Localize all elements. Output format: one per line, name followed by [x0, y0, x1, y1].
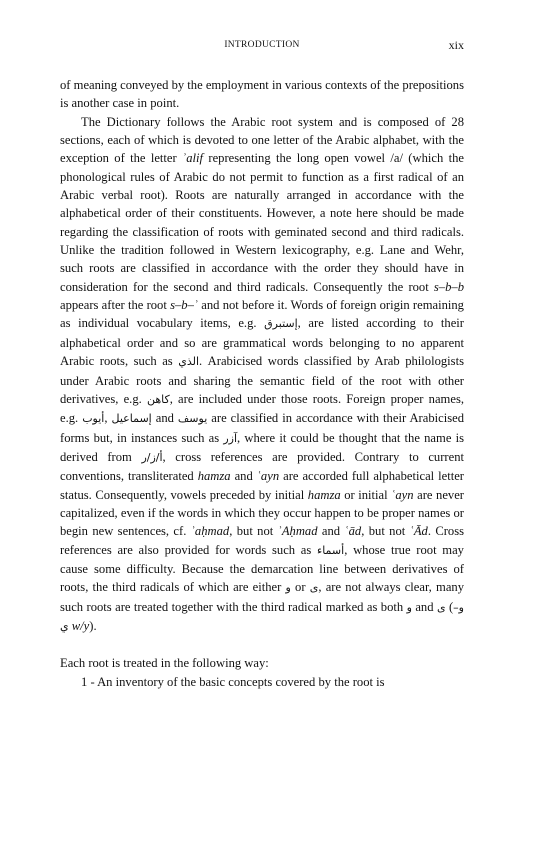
arabic-word: يوسف — [177, 412, 208, 426]
text-run: or initial — [340, 487, 392, 502]
text-run: appears after the root — [60, 298, 171, 313]
text-run: , where it could be thought that the name is derived from — [60, 430, 464, 464]
italic-term: hamza — [307, 487, 341, 502]
paragraph-continuation — [60, 76, 464, 113]
text-run: of meaning conveyed by the employment in various contexts of the prepositions is another case in point. — [60, 78, 464, 111]
italic-term: s–b–b — [433, 279, 464, 294]
text-run: . Cross references are also provided for words such as — [60, 524, 465, 557]
paragraph-dictionary-structure — [60, 113, 464, 637]
text-run: The Dictionary follows the Arabic root system and is composed of 28 sections, each of which is devoted to one letter of the Arabic alphabet, with the exception of the letter — [60, 114, 464, 166]
page-number: xix — [448, 38, 464, 52]
text-run: and — [230, 469, 257, 484]
page-body — [60, 76, 464, 691]
text-run: , are not always clear, many such roots are treated together with the third radical marked as both — [60, 580, 464, 614]
text-run: and — [317, 524, 345, 539]
arabic-word: و — [406, 600, 412, 614]
text-run: and not before it. Words of foreign origin remaining as individual vocabulary items, e.g. — [60, 298, 464, 331]
text-run: , are listed according to their alphabetical order and so are grammatical words belonging to no apparent Arabic roots, such as — [60, 316, 464, 369]
text-run: are never capitalized, even if the words in which they occur happen to be proper names or begin new sentences, cf. — [60, 487, 464, 539]
arabic-word: إستبرق — [264, 317, 298, 331]
text-run: . Arabicised words classified by Arab philologists under Arabic roots and sharing the semantic field of the root with other derivatives, e.g. — [60, 354, 464, 406]
text-run: ). — [89, 618, 97, 633]
italic-term: ʿĀd — [409, 524, 428, 539]
arabic-word: أ/ز/ر — [141, 450, 163, 464]
arabic-word: و — [285, 581, 291, 595]
arabic-word: إسماعيل — [111, 412, 152, 426]
text-run: are accorded full alphabetical letter status. Consequently, vowels preceded by initial — [60, 469, 465, 502]
italic-term: ʾalif — [182, 151, 204, 166]
arabic-word: أيوب — [82, 412, 105, 426]
italic-term: ʾAḥmad — [277, 524, 318, 539]
text-run: and — [151, 411, 178, 426]
text-run: , but not — [361, 524, 410, 539]
arabic-word: ى — [436, 600, 446, 614]
text-run: and — [411, 599, 437, 614]
text-run: are classified in accordance with their Arabicised forms but, in instances such as — [60, 411, 464, 445]
italic-term: ʾaḥmad — [190, 524, 230, 539]
arabic-word: ى — [309, 581, 319, 595]
paragraph-root-treatment-intro — [60, 654, 464, 672]
italic-term: hamza — [197, 469, 231, 484]
italic-term: ʿayn — [391, 487, 414, 502]
text-run: , whose true root may cause some difficulty. Because the demarcation line between derivatives of roots, the third radicals of which are either — [60, 542, 464, 595]
arabic-word: آزر — [223, 431, 238, 445]
list-item-1 — [60, 673, 464, 691]
text-run: , — [104, 411, 112, 426]
text-run: representing the long open vowel /a/ (which the phonological rules of Arabic do not permit to function as a first radical of an Arabic verbal root). Roots are naturally arranged in accordance with the alphabetical order of their constituents. However, a note here should be made regarding the classification of roots with geminated second and third radicals. Unlike the tradition followed in Western lexicography, e.g. Lane and Wehr, such roots are classified in accordance with the order they should have in consideration for the second and third radicals. Consequently the root — [60, 151, 464, 294]
text-run: 1 - An inventory of the basic concepts covered by the root is — [81, 674, 385, 689]
text-run: ( — [445, 599, 454, 614]
arabic-word: الذي — [178, 355, 200, 369]
arabic-word: أسماء — [317, 543, 345, 557]
arabic-word: و–ي — [60, 600, 464, 633]
arabic-word: كاهن — [146, 392, 170, 406]
running-title: INTRODUCTION — [224, 40, 300, 50]
text-run: , but not — [229, 524, 278, 539]
text-run: Each root is treated in the following way: — [60, 656, 269, 671]
italic-term: ʿād — [344, 524, 362, 539]
italic-term: w/y — [71, 618, 90, 633]
text-run: , cross references are provided. Contrary to current conventions, transliterated — [60, 449, 465, 484]
italic-term: s–b–ʾ — [170, 298, 199, 313]
text-run: or — [290, 580, 310, 595]
text-run: , are included under those roots. Foreign proper names, e.g. — [60, 391, 464, 426]
italic-term: ʿayn — [256, 469, 280, 484]
